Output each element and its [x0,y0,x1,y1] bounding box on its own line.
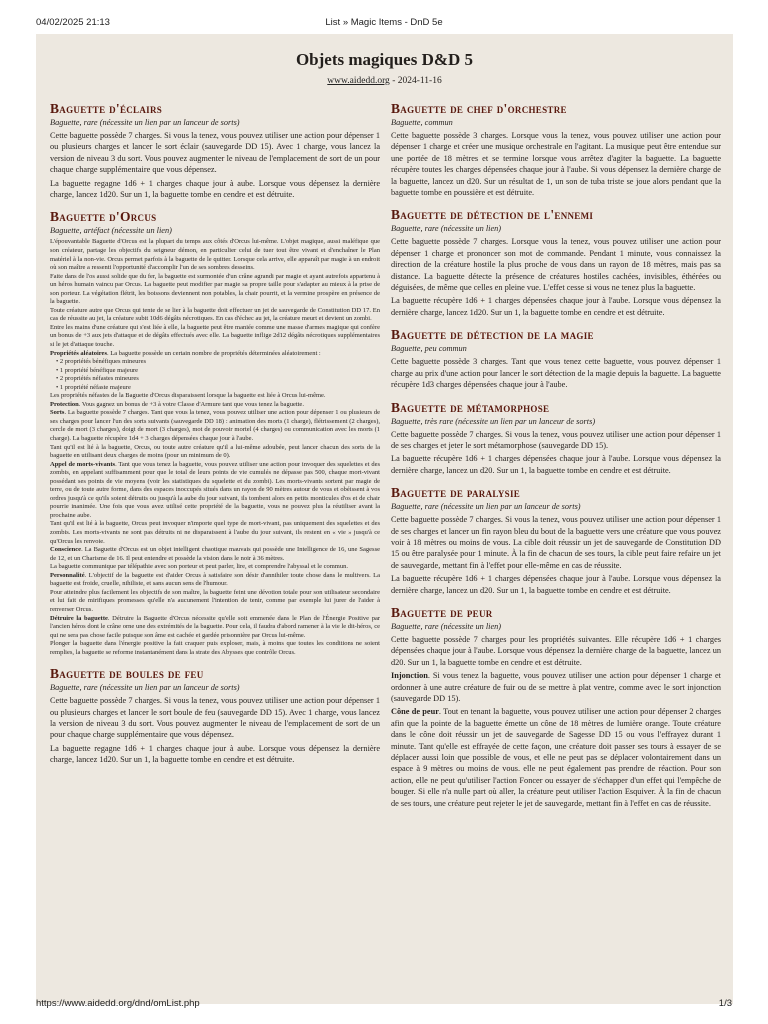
bold-label: Propriétés aléatoires [50,349,107,357]
item-baguette-detection-ennemi [391,207,721,318]
list-item: • 2 propriétés bénéfiques mineures [56,358,380,367]
item-title: Baguette de boules de feu [50,666,204,682]
item-text [50,401,380,410]
item-meta: Baguette, rare (nécessite un lien) [391,621,502,631]
print-footer [36,998,732,1012]
item-text [391,670,721,704]
bold-label: Sorts [50,409,65,417]
item-text: Cette baguette possède 7 charges. Si vous la tenez, vous pouvez utiliser une action pour dépenser 1 de ses charges et jeter le sort métamorphose (sauvegarde DD 15). [391,429,721,450]
item-text-span: . Tant que vous tenez la baguette, vous pouvez utiliser une action pour invoquer des squelettes et des zombis, en appelant suffisamment pour que le total de leurs points de vie cumulés ne dépasse pas 500, chaque mort-vivant possédant ses points de vie moyens (voir les statistiques du squelette et du zombi). Les morts-vivants sortent par magie de terre, ou de toute autre forme, dans des espaces inoccupés situés dans un rayon de 90 mètres autour de vous et obéissent à vos ordres jusqu'à ce qu'ils soient détruits ou jusqu'à la aube du jour suivant, ils tombent alors en petits monticules d'os et de chair pourrie inanimée. Une fois que vous avez utilisé cette propriété de la baguette, vous ne pouvez plus la réutiliser avant la prochaine aube. [50,460,380,519]
item-text: La baguette récupère 1d6 + 1 charges dépensées chaque jour à l'aube. Lorsque vous dépensez la dernière charge, lancez un d20. Sur un 1, la baguette tombe en cendre et est détruite. [391,454,721,475]
item-text-span: . Vous gagnez un bonus de +3 à votre Classe d'Armure tant que vous tenez la baguette. [78,400,304,408]
item-text: Pour atteindre plus facilement les objectifs de son maître, la baguette feint une dévotion totale pour son utilisateur secondaire et lui fait de mirifiques promesses qu'elle n'a aucunement l'intention de tenir, comme par exemple lui jurer de l'aider à renverser Orcus. [50,588,380,613]
item-text-span: . Détruire la Baguette d'Orcus nécessite qu'elle soit emmenée dans le Plan de l'Énergie Positive par l'ancien héros dont le crâne orne une des extrémités de la baguette. Pour cela, il faudra d'abord ramener à la vie le dit-héros, ce qui ne sera pas chose facile puisque son âme est cachée et gardée prisonnière par Orcus lui-même. [50,614,380,639]
bold-label: Détruire la baguette [50,614,108,622]
bold-label: Conscience [50,546,82,554]
bold-label: Protection [50,400,79,408]
item-text: Toute créature autre que Orcus qui tente de se lier à la baguette doit effectuer un jet de sauvegarde de Constitution DD 17. En cas de réussite au jet, la créature subit 10d6 dégâts nécrotiques. En cas d'échec au jet, la créature meurt et devient un zombi. [50,306,380,323]
print-header [36,17,732,31]
item-baguette-orcus [50,209,380,657]
item-baguette-chef-orchestre [391,101,721,198]
item-text-span: . Si vous tenez la baguette, vous pouvez utiliser une action pour dépenser 1 charge et ordonner à une autre créature de fuir ou de se mettre à plat ventre, comme avec le sort injonction (sauvegarde DD 15). [391,671,721,703]
item-text [50,615,380,641]
item-text-span: . La baguette possède un certain nombre de propriétés déterminées aléatoirement : [106,349,321,357]
page-date: - 2024-11-16 [389,76,442,86]
bold-label: Cône de peur [391,707,439,717]
page-subtitle [36,76,733,86]
list-item: • 1 propriété bénéfique majeure [56,367,380,376]
item-baguette-eclairs [50,101,380,200]
item-title: Baguette de détection de la magie [391,327,594,343]
item-title: Baguette de métamorphose [391,399,550,415]
item-text [50,409,380,443]
item-text: Cette baguette possède 3 charges. Tant que vous tenez cette baguette, vous pouvez dépenser 1 charge au prix d'une action pour lancer le sort détection de la magie depuis la baguette. La baguette récupère 1d3 charges dépensées chaque jour à l'aube. [391,357,721,390]
left-column [50,101,380,775]
item-text: Cette baguette possède 7 charges. Si vous la tenez, vous pouvez utiliser une action pour dépenser 1 ou plusieurs charges et lancer le sort éclair (sauvegarde DD 15). Avec 1 charge, vous lancez la version de niveau 3 du sort. Vous pouvez augmenter le niveau de l'emplacement de sort de un pour chaque charge supplémentaire que vous dépensez. [50,131,380,175]
item-text-span: . La Baguette d'Orcus est un objet intelligent chaotique mauvais qui possède une Intelligence de 16, une Sagesse de 12, et un Charisme de 16. Il peut entendre et possède la vision dans le noir à 36 mètres. [50,546,380,562]
item-title: Baguette de chef d'orchestre [391,101,567,116]
item-baguette-detection-magie [391,327,721,390]
item-text-span: . L'objectif de la baguette est d'aider Orcus à satisfaire son désir d'annihiler toute chose dans le multivers. La baguette est froide, cruelle, nihiliste, et sans aucun sens de l'humour. [50,571,380,588]
item-meta: Baguette, rare (nécessite un lien) [391,224,502,234]
item-baguette-metamorphose [391,400,721,477]
item-meta: Baguette, commun [391,118,453,127]
item-text-span: . Tout en tenant la baguette, vous pouvez utiliser une action pour dépenser 2 charges afin que la pointe de la baguette émette un cône de 18 mètres de lumière orange. Toute créature dans le cône doit réussir un jet de sauvegarde de Sagesse DD 15 ou vous l'effrayez durant 1 minute. Tant qu'elle est effrayée de cette façon, une créature doit passer ses tours à essayer de se déplacer aussi loin que possible de vous, et elle ne peut pas se déplacer volontairement dans un espace à 9 mètres ou moins de vous. elle ne peut également pas prendre de réaction. Pour son action, elle ne peut qu'utiliser l'action Foncer ou essayer de s'échapper d'un effet qui l'empêche de bouger. Si elle n'a nulle part où aller, la créature peut utiliser l'action Esquiver. À la fin de chacun de ses tours, une créature peut rejeter le jet de sauvegarde, mettant fin à l'effet en cas de réussite. [391,707,721,808]
item-text: Cette baguette possède 3 charges. Lorsque vous la tenez, vous pouvez utiliser une action pour dépenser 1 charge et créer une musique orchestrale en l'agitant. La musique peut être entendue sur une portée de 18 mètres et se termine lorsque vous arrêtez d'agiter la baguette. La baguette récupère toutes les charges dépensées chaque jour à l'aube. Si vous dépensez la dernière charge de la baguette, lancez un d20. Sur un résultat de 1, un son de tuba triste se joue alors pendant que la baguette tombe en poussière et est détruite. [391,131,721,198]
item-text: La baguette regagne 1d6 + 1 charges chaque jour à aube. Lorsque vous dépensez la dernière charge, lancez 1d20. Sur un 1, la baguette tombe en cendre et est détruite. [50,743,380,765]
item-body [50,238,380,657]
property-list [50,358,380,392]
item-title: Baguette de détection de l'ennemi [391,207,594,223]
item-title: Baguette d'éclairs [50,101,163,116]
print-page-number: 1/3 [718,998,732,1009]
item-meta: Baguette, rare (nécessite un lien par un lanceur de sorts) [50,683,240,693]
item-title: Baguette de peur [391,604,493,620]
item-text-span: . La baguette possède 7 charges. Tant que vous la tenez, vous pouvez utiliser une action pour dépenser 1 ou plusieurs de ses charges pour lancer l'un des sorts suivants (sauvegarde DD 18) : animation des morts (1 charge), flétrissement (2 charges), cercle de mort (3 charges), doigt de mort (3 charges), mot de pouvoir mortel (4 charges) ou communication avec les morts (1 charge). La baguette récupère 1d4 + 3 charges dépensées chaque jour à l'aube. [50,409,380,443]
document-page [36,34,733,1004]
item-meta: Baguette, rare (nécessite un lien par un lanceur de sorts) [50,118,240,127]
right-column [391,101,721,818]
item-baguette-paralysie [391,485,721,596]
item-text: Cette baguette possède 7 charges pour les propriétés suivantes. Elle récupère 1d6 + 1 charges dépensées chaque jour à l'aube. Lorsque vous dépensez la dernière charge de la baguette, lancez un d20. Sur un 1, la baguette tombe en cendre et est détruite. [391,634,721,667]
item-meta: Baguette, peu commun [391,344,467,354]
site-link[interactable]: www.aidedd.org [327,76,390,86]
item-text: La baguette communique par télépathie avec son porteur et peut parler, lire, et comprendre l'abyssal et le commun. [50,563,348,571]
item-text: La baguette regagne 1d6 + 1 charges chaque jour à aube. Lorsque vous dépensez la dernière charge, lancez 1d20. Sur un 1, la baguette tombe en cendre et est détruite. [50,178,380,200]
item-text [50,546,380,563]
print-url: https://www.aidedd.org/dnd/omList.php [36,998,200,1009]
item-text [50,461,380,521]
bold-label: Injonction [391,671,428,681]
item-text [50,350,380,359]
item-title: Baguette de paralysie [391,485,521,501]
item-text: La baguette récupère 1d6 + 1 charges dépensées chaque jour à l'aube. Lorsque vous dépensez la dernière charge, lancez 1d20. Sur un 1, la baguette tombe en cendre et est détruite. [391,296,721,317]
item-text: La baguette récupère 1d6 + 1 charges dépensées chaque jour à l'aube. Lorsque vous dépensez la dernière charge, lancez un d20. Sur un 1, la baguette tombe en cendre et est détruite. [391,574,721,595]
bold-label: Appel de morts-vivants [50,460,116,468]
item-text: Cette baguette possède 7 charges. Si vous la tenez, vous pouvez utiliser une action pour dépenser 1 de ses charges et lancer un fin rayon bleu du bout de la baguette vers une créature que vous pouvez voir à 18 mètres ou moins de vous. La cible doit réussir un jet de sauvegarde de Constitution DD 15 ou être paralysée pour 1 minute. À la fin de chacun de ses tours, la cible peut faire refaire un jet de sauvegarde, mettant fin à l'effet pour elle-même en cas de réussite. [391,515,721,570]
item-text [391,706,721,809]
list-item: • 2 propriétés néfastes mineures [56,375,380,384]
item-meta: Baguette, très rare (nécessite un lien par un lanceur de sorts) [391,416,596,426]
item-text: Plonger la baguette dans l'énergie positive la fait craquer puis exploser, mais, à moins que toutes les conditions ne soient remplies, la baguette se reforme instantanément dans la strate des Abysses que contrôle Orcus. [50,640,380,656]
item-text: Tant qu'il est lié à la baguette, Orcus peut invoquer n'importe quel type de mort-vivant, pas uniquement des squelettes et des zombis. Les morts-vivants ne sont pas détruits ni ne disparaissent à l'aube du jour suivant, ils restent en « vie » jusqu'à ce qu'Orcus les renvoie. [50,520,380,545]
item-meta: Baguette, artéfact (nécessite un lien) [50,226,172,236]
print-datetime: 04/02/2025 21:13 [36,17,110,28]
item-text: Cette baguette possède 7 charges. Lorsque vous la tenez, vous pouvez utiliser une action pour dépenser 1 charge et prononcer son mot de commande. Pendant 1 minute, vous connaissez la direction de la créature hostile la plus proche de vous dans un rayon de 18 mètres, mais pas sa distance. La baguette détecte la présence de créatures hostiles cachées, invisibles, éthérées ou déguisées, de même que celles en pleine vue. L'effet cesse si vous ne tenez plus la baguette. [391,237,721,293]
bold-label: Personnalité [50,571,85,579]
item-meta: Baguette, rare (nécessite un lien par un lanceur de sorts) [391,502,581,512]
item-text: Les propriétés néfastes de la Baguette d'Orcus disparaissent lorsque la baguette est liée à Orcus lui-même. [50,392,326,400]
item-baguette-boules-de-feu [50,666,380,765]
item-text [50,572,380,589]
item-text: Cette baguette possède 7 charges. Si vous la tenez, vous pouvez utiliser une action pour dépenser 1 ou plusieurs charges et lancer le sort boule de feu (sauvegarde DD 15). Avec 1 charge, vous lancez la version de niveau 3 du sort. Vous pouvez augmenter le niveau de l'emplacement de sort de un pour chaque charge supplémentaire que vous dépensez. [50,696,380,740]
item-title: Baguette d'Orcus [50,209,157,225]
list-item: • 1 propriété néfaste majeure [56,384,380,393]
item-text: Tant qu'il est lié à la baguette, Orcus, ou toute autre créature qu'il a lui-même adoubée, peut lancer chacun des sorts de la baguette en utilisant deux charges de moins (pour un minimum de 0). [50,443,380,460]
item-text: Faite dans de l'os aussi solide que du fer, la baguette est surmontée d'un crâne agrandi par magie et ayant autrefois appartenu à un héros humain vaincu par Orcus. La baguette peut modifier par magie sa propre taille pour s'adapter au mieux à la prise de son porteur. La végétation flétrit, les boissons deviennent non potables, la chair pourrit, et la vermine prospère en présence de la baguette. [50,272,380,306]
print-title: List » Magic Items - DnD 5e [325,17,443,28]
item-text: Entre les mains d'une créature qui s'est liée à elle, la baguette peut être maniée comme une masse d'armes magique qui confère un bonus de +3 aux jets d'attaque et de dégâts effectués avec elle. La baguette inflige 2d12 dégâts nécrotiques supplémentaires si le jet d'attaque touche. [50,323,380,348]
item-text: L'épouvantable Baguette d'Orcus est la plupart du temps aux côtés d'Orcus lui-même. L'objet magique, aussi maléfique que son créateur, partage les objectifs du seigneur démon, en particulier celui de tuer tout être vivant et d'enchaîner le Plan matériel à la non-vie. Orcus permet parfois à la baguette de le quitter. Lorsque cela arrive, elle apparaît par magie à un endroit où son maître a ressenti l'opportunité d'accomplir l'un de ses sombres desseins. [50,238,380,272]
item-baguette-peur [391,605,721,809]
page-title: Objets magiques D&D 5 [295,50,474,69]
